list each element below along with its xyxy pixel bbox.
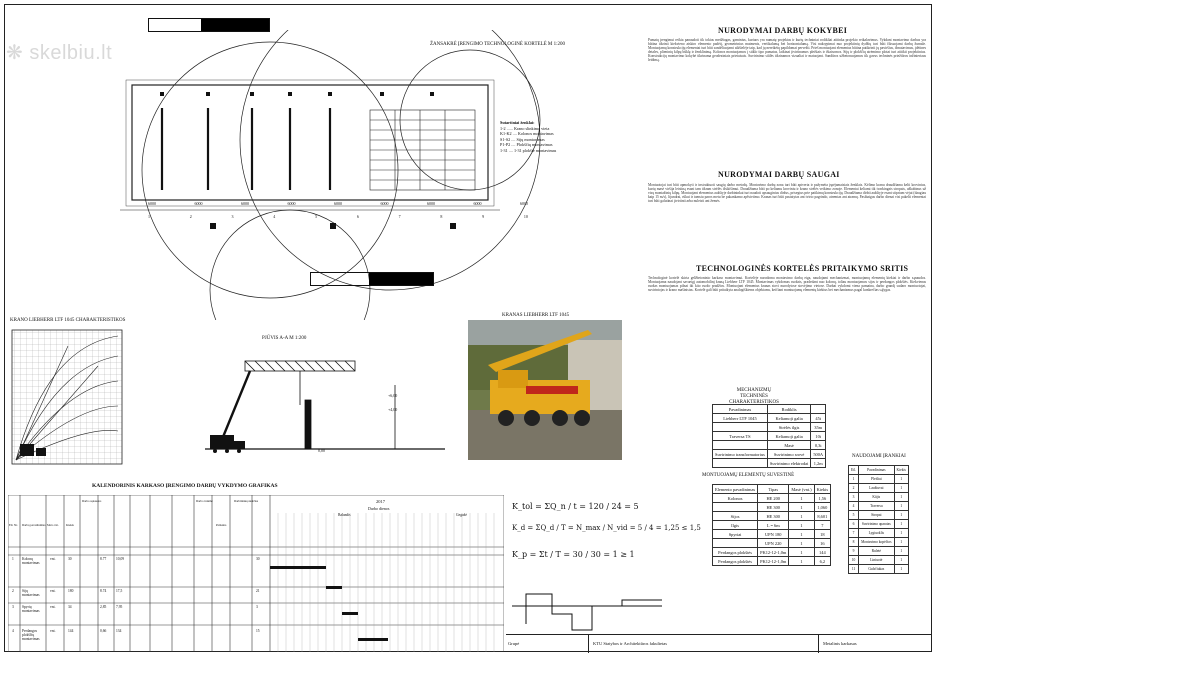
table-row	[849, 511, 909, 520]
row-number: 1	[12, 557, 14, 561]
gantt-header: Darbo sąnaudos	[82, 499, 102, 503]
formula: K_tol = ΣQ_n / t = 120 / 24 = 5	[512, 502, 639, 511]
table-cell: 9	[849, 547, 859, 556]
table-cell: 18	[814, 530, 830, 539]
table-row	[849, 493, 909, 502]
table-header	[849, 466, 909, 475]
table-cell: Traversa TS	[713, 432, 768, 441]
table-cell: 1	[789, 548, 814, 557]
formula: K_d = ΣQ_d / T = N_max / N_vid = 5 / 4 = 1,25 ≤ 1,5	[512, 524, 701, 532]
tools-table	[848, 465, 909, 574]
row-task: Spyrių montavimas	[22, 605, 40, 613]
table-cell: Pavadinimas	[713, 405, 768, 414]
table-row	[713, 441, 826, 450]
table-cell: Keliamoji galia	[767, 414, 810, 423]
legend-item: S1-S2 .... Sijų montavimas	[500, 136, 545, 142]
table-row	[713, 503, 831, 512]
crane-reach-circle	[142, 42, 398, 298]
table-cell: 1	[789, 521, 814, 530]
tools-title: NAUDOJAMI ĮRANKIAI	[852, 454, 906, 459]
table-cell: 1	[849, 475, 859, 484]
table-row	[849, 475, 909, 484]
table-cell: 3	[849, 493, 859, 502]
table-cell: 500A	[811, 450, 826, 459]
table-cell: 1	[894, 502, 908, 511]
safety-text: Montuotojai turi būti apmokyti ir instruktuoti saugių darbo metodų. Montavimo darbų zona turi būti aptverta ir pažymėta įspėjamaisiais ženklais. Kėlimo kranu draudžiama kelti krovinius, kurių masė viršija leistiną esant tam tikram strėlės išsikišimui. Draudžiama būti po keliamu kroviniu ir krano strėlės veikimo zonoje. Elementai keliami tik tvarkingais stropais, užkabinus už visų montažinių kilpų. Montuojant elementus aukštyje darbininkai turi naudoti apsauginius diržus, prisegtus prie patikimų konstrukcijų. Draudžiama dirbti aukštyje esant stipriam vėjui (daugiau kaip 15 m/s), lijundrai, rūkui ir tamsiu paros metu be pakankamo apšvietimo. Kranas turi būti pastatytas ant tvirto pagrindo, atremtas ant atramų. Pasibaigus darbo dienai visi pakelti elementai turi būti galutinai įtvirtinti arba nuleisti ant žemės.	[648, 183, 926, 204]
table-cell: Traversa	[859, 502, 894, 511]
plan-axes	[148, 214, 528, 219]
row-labour: 0,66	[100, 629, 107, 633]
dim-label: 6000	[194, 201, 203, 206]
gantt-header: Darbininkų skaičius	[234, 499, 259, 503]
table-cell: Spyriai	[713, 530, 758, 539]
elevation-title: PJŪVIS A-A M 1:200	[262, 336, 307, 341]
table-cell: Elemento pavadinimas	[713, 485, 758, 494]
table-cell: 1	[894, 511, 908, 520]
elevation-section	[205, 345, 450, 457]
table-cell: Rodiklis	[767, 405, 810, 414]
crane-chart-title: KRANO LIEBHERR LTF 1045 CHARAKTERISTIKOS	[10, 318, 126, 323]
table-cell: HE 300	[758, 503, 789, 512]
formula: K_p = Σt / T = 30 / 30 = 1 ≥ 1	[512, 550, 635, 559]
table-cell: 10	[849, 556, 859, 565]
row-task: Kolonų montavimas	[22, 557, 40, 565]
table-cell: 1,2m	[811, 459, 826, 468]
row-number: 4	[12, 629, 14, 633]
table-row	[713, 530, 831, 539]
row-labour: 2,85	[100, 605, 107, 609]
legend-item: 1-31 .... 1-31 plokštė montavimas	[500, 147, 557, 153]
table-cell: 5	[849, 511, 859, 520]
table-cell: Kiekis	[894, 466, 908, 475]
table-cell	[713, 423, 768, 432]
table-cell: Suvirinimo srovė	[767, 450, 810, 459]
table-cell	[713, 539, 758, 548]
row-number: 2	[12, 589, 14, 593]
gantt-header: Darbų pavadinimas	[22, 523, 46, 527]
row-unit: vnt.	[50, 605, 56, 609]
legend-heading: Sutartiniai ženklai:	[500, 120, 535, 125]
table-cell: Liebherr LTF 1045	[713, 414, 768, 423]
level-mark: 0,00	[318, 448, 325, 453]
table-row	[849, 484, 909, 493]
table-cell: 1	[894, 565, 908, 574]
table-row	[849, 547, 909, 556]
gantt-header: Pamaina	[216, 523, 227, 527]
table-cell: Masė	[767, 441, 810, 450]
table-cell: UPN 220	[758, 539, 789, 548]
table-row	[849, 520, 909, 529]
row-hours: 17,5	[116, 589, 123, 593]
table-cell: 11	[849, 565, 859, 574]
table-row	[713, 423, 826, 432]
stamp-work: Metalinis karkasas	[818, 635, 933, 653]
dim-label: 6000	[380, 201, 389, 206]
title-block	[506, 634, 932, 653]
scope-text: Technologinė kortelė skirta gelžbetoninio karkaso montavimui. Kortelėje nurodoma montavimo darbų eiga, naudojami mechanizmai, montuojamų elementų kiekiai ir darbo sąnaudos. Montuojama naudojant savaeigį automobilinį kraną Liebherr LTF 1045. Montavimas vykdomas ruožais, pradedant nuo kolonų, toliau montuojamos sijos ir perdangos plokštės. Kiekvienas ruožas montuojamas pilnai iki kito ruožo pradžios. Montuojant elementus kranas stovi nurodytose stovėjimo vietose. Darbai vykdomi viena pamaina, darbo grandį sudaro montuotojai, suvirintojas ir krano mašinistas. Kortelė gali būti pritaikyta analogiškiems objektams, keičiant montuojamų elementų kiekius bei mechanizmus pagal konkrečias sąlygas.	[648, 276, 926, 293]
gantt-period: Darbo dienos	[368, 506, 390, 511]
table-cell: 144	[814, 548, 830, 557]
row-duration: 30	[256, 557, 260, 561]
dim-label: 6000	[520, 201, 528, 206]
gantt-month: Balandis	[338, 513, 351, 517]
table-cell: 1	[894, 475, 908, 484]
table-cell: L = 6m	[758, 521, 789, 530]
table-cell: Suvirinimo aparatas	[859, 520, 894, 529]
axis-number: 8	[440, 214, 443, 219]
gantt-header: Kiekis	[66, 523, 74, 527]
table-cell: 8	[849, 538, 859, 547]
row-number: 3	[12, 605, 14, 609]
table-cell: Kolonos	[713, 494, 758, 503]
axis-number: 1	[148, 214, 150, 219]
table-row	[713, 459, 826, 468]
table-cell: Pavadinimas	[859, 466, 894, 475]
stamp-label: Grupė	[508, 641, 520, 646]
table-row	[713, 450, 826, 459]
table-cell: 1	[894, 547, 908, 556]
table-cell	[713, 441, 768, 450]
gantt-header: Darbo trukmė	[196, 499, 213, 503]
gantt-header: Eil. Nr.	[9, 523, 18, 527]
table-cell: Perdangos plokštės	[713, 557, 758, 566]
axis-number: 7	[398, 214, 401, 219]
table-row	[849, 529, 909, 538]
row-labour: 8.77	[100, 557, 107, 561]
table-cell: 35m	[811, 423, 826, 432]
mech-title: MECHANIZMŲ TECHNINĖS CHARAKTERISTIKOS	[729, 388, 779, 405]
table-header	[713, 405, 826, 414]
table-cell: 16	[814, 539, 830, 548]
axis-number: 6	[356, 214, 359, 219]
gantt-bar	[270, 566, 326, 569]
axis-number: 10	[523, 214, 528, 219]
table-row	[713, 539, 831, 548]
row-unit: vnt.	[50, 629, 56, 633]
legend-item: P1-P2 .... Plokščių montavimas	[500, 142, 553, 147]
watermark-text: skelbiu.lt	[29, 42, 113, 64]
row-hours: 134	[116, 629, 122, 633]
gantt-year: 2017	[376, 499, 385, 504]
photo-title: KRANAS LIEBHERR LTF 1045	[502, 313, 570, 318]
table-cell: Ilgis	[713, 521, 758, 530]
table-cell: 10t	[811, 432, 826, 441]
table-cell	[811, 405, 826, 414]
dim-label: 6000	[334, 201, 342, 206]
quality-title: NURODYMAI DARBŲ KOKYBEI	[718, 26, 848, 35]
table-cell: 8,601	[814, 512, 830, 521]
gantt-bar	[326, 586, 342, 589]
table-cell: Sijos	[713, 512, 758, 521]
table-cell: 1	[894, 520, 908, 529]
dim-label: 6000	[241, 201, 249, 206]
table-cell: 0,3t	[811, 441, 826, 450]
table-row	[849, 565, 909, 574]
table-cell: Stropai	[859, 511, 894, 520]
table-cell: Suvirinimo elektrodai	[767, 459, 810, 468]
table-cell: PK12-12-1,0m	[758, 548, 789, 557]
dim-label: 6000	[427, 201, 435, 206]
row-hours: 10,09	[116, 557, 125, 561]
table-cell: 7	[849, 529, 859, 538]
row-duration: 3	[256, 605, 258, 609]
crane-photo	[468, 320, 622, 460]
table-cell: HE 200	[758, 494, 789, 503]
table-cell: 6,2	[814, 557, 830, 566]
table-cell: Lygiuoklis	[859, 529, 894, 538]
table-cell: UPN 180	[758, 530, 789, 539]
quality-text: Pamatų įrengimui reikia panaudoti tik tokias medžiagas, gaminius, kuriuos yra numatę projektas ir kurių techniniai rodikliai atitinka projekto reikalavimus. Vykdant montavimo darbus yra būtina tikrinti kiekvieno atskiro elemento padėtį, geometrinius matmenis, vertikalumą bei horizontalumą. Visi nukrypimai nuo projektinių dydžių turi būti fiksuojami darbų žurnale. Montuojamų konstrukcijų elementai turi būti sandėliuojami aikštelėje taip, kad jų nereikėtų papildomai pervežti. Prieš montuojant elementus būtina patikrinti jų paviršius, išmatavimus, įdėtines detales, plieninių kilpų būklę ir ženklinimą. Kolonos montuojamos į stiklo tipo pamatus, laikinai įtvirtinamos pleištais ir ištaisomos. Sijų ir plokščių atrėmimo plotai turi atitikti projektinius. Konstrukcijų montavimo kokybė tikrinama geodeziniais prietaisais. Suvirinimo siūlės tikrinamos vizualiai ir matuojant. Sandūros užbetonuojamos tik gavus techninės priežiūros inžinieriaus leidimą.	[648, 38, 926, 63]
table-row	[849, 538, 909, 547]
table-cell: 7	[814, 521, 830, 530]
row-duration: 15	[256, 629, 260, 633]
axis-number: 9	[482, 214, 485, 219]
table-cell: 2	[849, 484, 859, 493]
table-cell: 1	[789, 512, 814, 521]
gantt-month: Gegužė	[456, 513, 467, 517]
table-cell: Keliamoji galia	[767, 432, 810, 441]
schedule-chart	[8, 495, 504, 652]
plan-legend	[500, 120, 556, 153]
table-cell: Montavimo kopėčios	[859, 538, 894, 547]
table-cell: Laužtuvai	[859, 484, 894, 493]
table-row	[713, 557, 831, 566]
gantt-header: Mato vnt.	[47, 523, 59, 527]
dim-label: 6000	[148, 201, 156, 206]
axis-number: 2	[189, 214, 192, 219]
plan-dimensions	[148, 201, 528, 206]
gantt-bar	[342, 612, 358, 615]
watermark-icon: ❋	[6, 42, 30, 64]
table-row	[713, 521, 831, 530]
row-labour: 8.74	[100, 589, 107, 593]
table-cell: 1	[894, 529, 908, 538]
row-qty: 30	[68, 557, 72, 561]
safety-title: NURODYMAI DARBŲ SAUGAI	[718, 170, 840, 179]
row-hours: 7,95	[116, 605, 123, 609]
table-cell: 6	[849, 520, 859, 529]
table-cell: 1	[894, 556, 908, 565]
gantt-bar	[358, 638, 388, 641]
crane-load-chart	[8, 326, 126, 468]
table-cell: 1,060	[814, 503, 830, 512]
row-qty: 144	[68, 629, 74, 633]
table-row	[849, 556, 909, 565]
table-cell	[713, 459, 768, 468]
row-qty: 180	[68, 589, 74, 593]
table-row	[713, 432, 826, 441]
legend-item: K1-K2 .... Kolonos montavimas	[500, 131, 554, 136]
scope-title: TECHNOLOGINĖS KORTELĖS PRITAIKYMO SRITIS	[696, 264, 909, 273]
row-qty: 34	[68, 605, 72, 609]
table-cell: 45t	[811, 414, 826, 423]
table-cell: Perdangos plokštės	[713, 548, 758, 557]
table-cell: 1	[789, 494, 814, 503]
table-cell	[713, 503, 758, 512]
workers-diagram	[512, 580, 662, 636]
table-cell: Pleištai	[859, 475, 894, 484]
section-scale-bar	[310, 272, 434, 286]
table-cell: 1	[894, 538, 908, 547]
table-row	[849, 502, 909, 511]
row-task: Sijų montavimas	[22, 589, 40, 597]
table-cell: Kūjis	[859, 493, 894, 502]
building-outline	[132, 85, 488, 200]
stamp-faculty: KTU Statybos ir Architektūros fakultetas	[588, 635, 683, 653]
row-duration: 21	[256, 589, 260, 593]
table-cell: Liniuotė	[859, 556, 894, 565]
table-cell: Suvirinimo transformatorius	[713, 450, 768, 459]
table-cell: 1	[789, 539, 814, 548]
mech-table	[712, 404, 826, 468]
table-cell: PK12-12-1,0m	[758, 557, 789, 566]
axis-number: 5	[315, 214, 318, 219]
table-cell: 1	[789, 557, 814, 566]
table-row	[713, 512, 831, 521]
table-cell: Strėlės ilgis	[767, 423, 810, 432]
axis-number: 4	[273, 214, 276, 219]
dim-label: 6000	[287, 201, 296, 206]
elements-title: MONTUOJAMŲ ELEMENTŲ SUVESTINĖ	[702, 473, 795, 478]
table-header	[713, 485, 831, 494]
table-cell: Gulsčiukas	[859, 565, 894, 574]
table-cell: Eil.	[849, 466, 859, 475]
table-cell: Ruletė	[859, 547, 894, 556]
table-cell: Tipas	[758, 485, 789, 494]
table-cell: 1	[894, 493, 908, 502]
table-cell: 1	[789, 530, 814, 539]
row-unit: vnt.	[50, 557, 56, 561]
table-cell: 4	[849, 502, 859, 511]
table-cell: HE 300	[758, 512, 789, 521]
dim-label: 6000	[473, 201, 482, 206]
table-cell: 1,56	[814, 494, 830, 503]
table-row	[713, 414, 826, 423]
table-cell: Kiekis	[814, 485, 830, 494]
row-unit: vnt.	[50, 589, 56, 593]
crane-reach-circle	[210, 210, 370, 320]
table-cell: 1	[894, 484, 908, 493]
row-task: Perdangos plokščių montavimas	[22, 629, 40, 641]
level-mark: +4,00	[388, 407, 398, 412]
legend-item: 1-2 ...... Krano slinkimo vieta	[500, 125, 550, 131]
table-cell: 1	[789, 503, 814, 512]
gantt-title: KALENDORINIS KARKASO ĮRENGIMO DARBŲ VYKDYMO GRAFIKAS	[92, 483, 278, 489]
axis-number: 3	[231, 214, 234, 219]
plan-title: ŽANSAKRĖ ĮRENGIMO TECHNOLOGINĖ KORTELĖ M 1:200	[430, 42, 566, 47]
table-row	[713, 548, 831, 557]
table-cell: Masė (vnt.)	[789, 485, 814, 494]
elements-table	[712, 484, 831, 566]
table-row	[713, 494, 831, 503]
level-mark: +6,00	[388, 393, 398, 398]
